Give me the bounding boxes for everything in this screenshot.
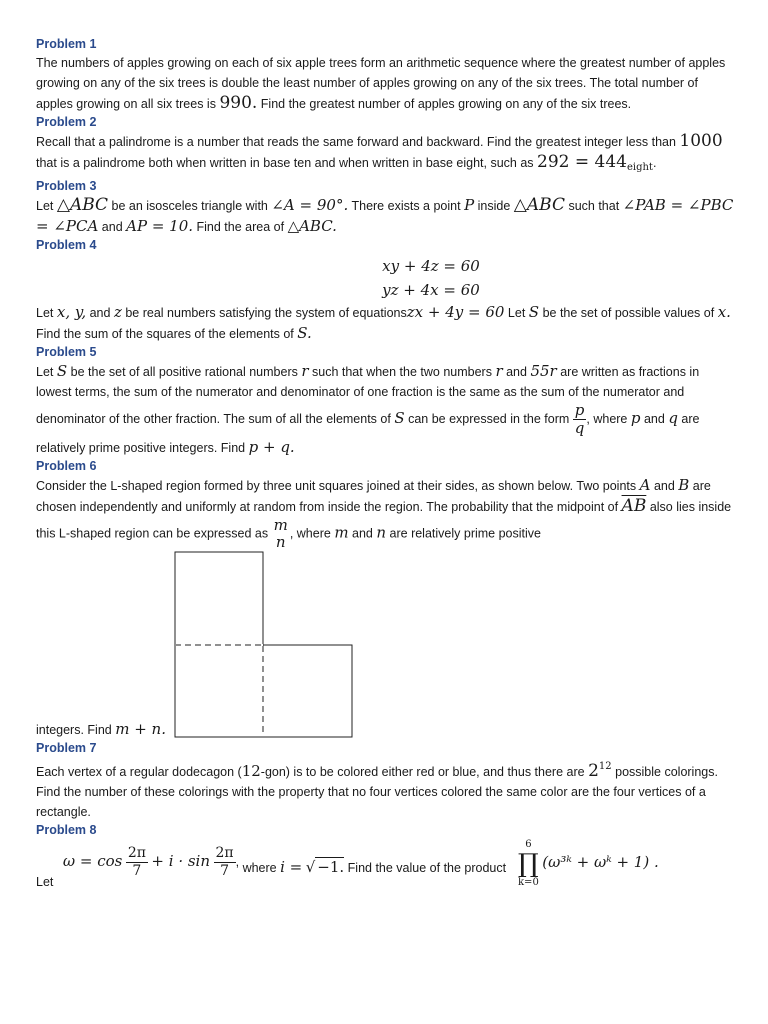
product-symbol: 6 ∏ k=0 [518,839,539,888]
document [36,36,736,899]
equation-1: xy + 4z = 60 [382,257,480,275]
problem-2-text: Recall that a palindrome is a number that reads the same forward and backward. Find the greatest integer less than 1000 that is a palindrome both when written in base ten and when written in base eight, such as $292 = 444_{eight}$. [36,131,723,173]
product-expression: 6 ∏ k=0 (ω³ᵏ + ωᵏ + 1) . [518,839,659,888]
problem-5-text: Let S be the set of all positive rational numbers r such that when the two numbers r and 55r are written as fractions in lowest terms, the sum of the numerator and denominator of one fraction is the same as the sum of the numerator and denominator of the other fraction. The sum of all the elements of S can be expressed in the form $\frac{p}{q}$ , where p and q are relatively prime positive integers. Find p + q. [36,362,700,456]
l-shape-diagram [174,551,356,739]
problem-6-text: Consider the L-shaped region formed by three unit squares joined at their sides, as shown below. Two points A and B are chosen independently and uniformly at random from inside the region. The probability that the midpoint of $\overline{AB}$ also lies inside this L-shaped region can be expressed as m n , where m and n are relatively prime positive [36,476,732,551]
problem-6-heading: Problem 6 [36,459,97,473]
problem-3-heading: Problem 3 [36,179,97,193]
problem-4-heading: Problem 4 [36,238,97,252]
fraction-p-over-q: $\frac{p}{q}$ [574,401,585,437]
bottom-left-unit-square [175,645,263,737]
problem-8-line: Let ω = cos $\frac{2\pi}{7}$ + i · sin $\frac{2\pi}{7}$ , where i = √ −1. Find the value of the product [36,845,507,889]
problem-6-ending: integers. Find m + n. [36,720,166,738]
problem-8-heading: Problem 8 [36,823,97,837]
problem-7-heading: Problem 7 [36,741,97,755]
problem-4-text: Let x, y, and z be real numbers satisfying the system of equationszx + 4y = 60 Let S be the set of possible values of x. Find the sum of the squares of the elements of S. [36,303,731,342]
bottom-right-unit-square [263,645,352,737]
equation-system [36,254,736,302]
fraction-2pi-over-7: $\frac{2\pi}{7}$ [127,845,146,879]
top-unit-square [175,552,263,645]
l-shaped-region-figure [36,551,736,741]
problem-7-text: Each vertex of a regular dodecagon (12-gon) is to be colored either red or blue, and thus there are $2^{12}$ possible colorings. Find the number of these colorings with the property that no four vertices colored the same color are the four vertices of a rectangle. [36,761,718,819]
problem-5-heading: Problem 5 [36,345,97,359]
problem-8-text [36,839,736,899]
problem-2-heading: Problem 2 [36,115,97,129]
problem-3-text: Let △ABC be an isosceles triangle with ∠A = 90°. There exists a point P inside △ABC such that ∠PAB = ∠PBC = ∠PCA and AP = 10. Find the area of △ABC. [36,195,734,235]
problem-1-text: The numbers of apples growing on each of six apple trees form an arithmetic sequence where the greatest number of apples growing on any of the six trees is double the least number of apples growing on any of the six trees. The total number of apples growing on all six trees is 990. Find the greatest number of apples growing on any of the six trees. [36,56,726,113]
fraction-m-over-n: m n [273,516,288,551]
fraction-2pi-over-7-second: $\frac{2\pi}{7}$ [215,845,234,879]
problem-1-heading: Problem 1 [36,37,97,51]
equation-3: zx + 4y = 60 [406,303,505,321]
equation-2: yz + 4x = 60 [382,281,480,299]
